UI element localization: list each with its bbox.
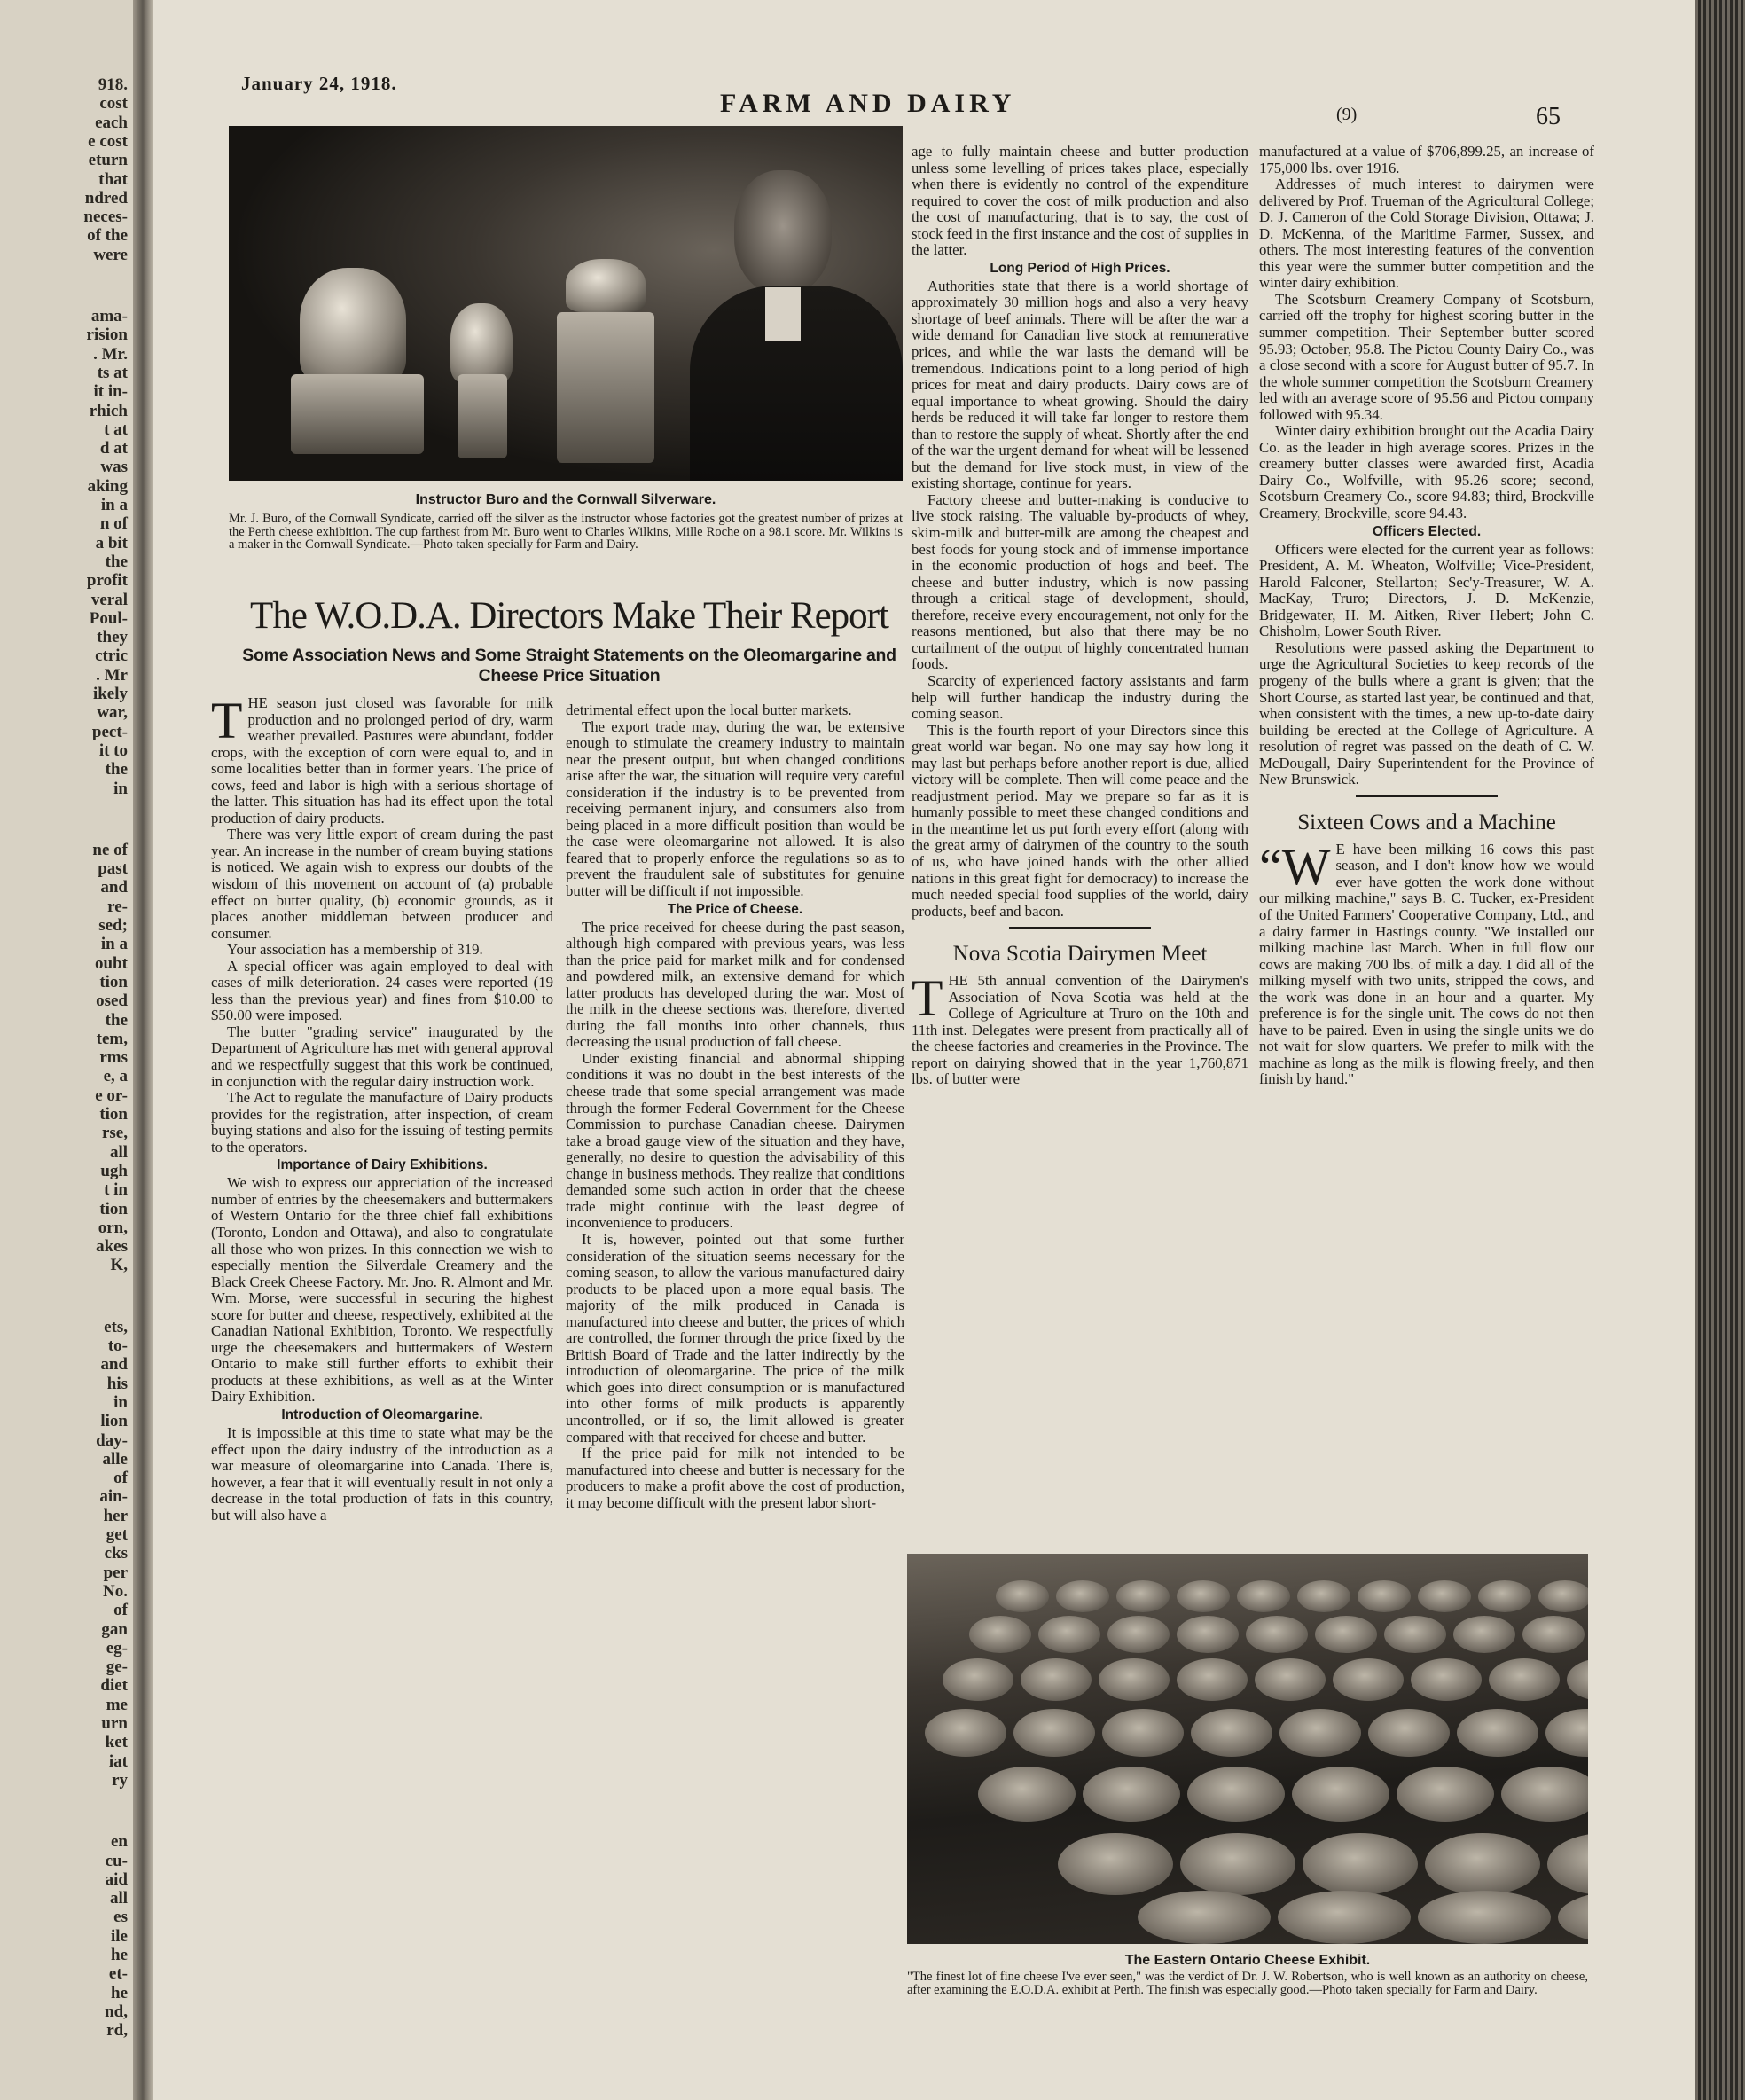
paragraph: HE season just closed was favorable for milk production and no prolonged period of dry, warm weather prevailed. Pastures were abundant, fodder crops, with the exception of corn were equal to, and in some localities better than in former years. The price of cows, feed and labor is high with a serious shortage of the latter. This situation has had its effect upon the total production of dairy products. xyxy=(211,694,553,827)
cheese-wheel xyxy=(1478,1580,1531,1612)
article-column-4 xyxy=(1259,144,1594,1088)
trophy-base-medium xyxy=(557,312,654,463)
adjacent-page-fragment: ain- xyxy=(99,1487,128,1507)
cheese-wheel xyxy=(1303,1833,1418,1895)
subheading: Importance of Dairy Exhibitions. xyxy=(277,1157,488,1173)
dropcap: T xyxy=(211,692,243,749)
adjacent-page-fragment: iat xyxy=(108,1751,128,1771)
issue-date: January 24, 1918. xyxy=(241,73,397,94)
paragraph: Factory cheese and butter-making is conducive to live stock raising. The valuable by-products of whey, skim-milk and butter-milk are among the cheapest and best foods for young stock and of immense importance in the economic production of hogs and beef. The cheese and butter industry, which is now passing through a critical stage of development, should, therefore, receive every encouragement, not only for the reasons mentioned, but also that there may be no curtailment of the output of highly concentrated human foods. xyxy=(912,490,1248,673)
adjacent-page-fragment: tion xyxy=(99,1199,128,1218)
cheese-wheel xyxy=(1545,1709,1588,1757)
cheese-wheel xyxy=(1102,1709,1184,1757)
paragraph: detrimental effect upon the local butter markets. xyxy=(566,701,852,718)
cheese-wheel xyxy=(1489,1658,1560,1701)
cheese-wheel xyxy=(1083,1767,1180,1822)
cheese-wheel xyxy=(1180,1833,1295,1895)
photo1-caption-title: Instructor Buro and the Cornwall Silverware. xyxy=(415,492,716,507)
adjacent-page-fragment: gan xyxy=(101,1619,128,1639)
adjacent-page-fragment: ets, xyxy=(104,1317,128,1336)
adjacent-page-fragment: n of xyxy=(99,514,128,534)
cheese-wheel xyxy=(1358,1580,1411,1612)
adjacent-page-fragment: rd, xyxy=(106,2021,128,2041)
adjacent-page-fragment: . Mr xyxy=(96,665,128,685)
adjacent-page-fragment: diet xyxy=(100,1676,128,1696)
adjacent-page-fragment: past xyxy=(98,859,128,879)
adjacent-page-fragment: eturn xyxy=(88,151,128,170)
adjacent-page-fragment: he xyxy=(111,1946,128,1964)
adjacent-page-fragment: in a xyxy=(100,496,128,514)
dropcap: T xyxy=(912,969,943,1028)
cheese-wheel xyxy=(1107,1616,1170,1653)
trophy-cup-medium xyxy=(566,259,646,312)
cheese-wheel xyxy=(969,1616,1031,1653)
paragraph: There was very little export of cream during the past year. An increase in the number of cream buying stations is noticed. We again wish to express our doubts of the wisdom of this movement on account of (a) probable effect on butter quality, (b) economic grounds, as it places another middleman between producer and consumer. xyxy=(211,826,553,942)
adjacent-page-fragment: rse, xyxy=(101,1124,128,1143)
adjacent-page-fragment: akes xyxy=(96,1237,128,1257)
paragraph: Addresses of much interest to dairymen were delivered by Prof. Trueman of the Agricultural College; D. J. Cameron of the Cold Storage Division, Ottawa; J. D. McKenna, of the Maritime Farmer, Sussex, and others. The most interesting features of the convention this year were the summer butter competition and the winter dairy exhibition. xyxy=(1259,176,1594,292)
instructor-collar xyxy=(765,287,801,341)
adjacent-page-fragment: 918. xyxy=(98,75,128,94)
adjacent-page-fragment: of xyxy=(113,1601,128,1620)
adjacent-page-fragment: and xyxy=(100,878,128,897)
adjacent-page-fragment: aid xyxy=(105,1869,128,1889)
adjacent-page-fragment: all xyxy=(109,1889,128,1908)
paragraph: Scarcity of experienced factory assistants and farm help will further handicap the industry during the coming season. xyxy=(912,671,1248,723)
adjacent-page-fragment: were xyxy=(93,245,128,264)
adjacent-page-fragment: en xyxy=(111,1832,128,1852)
page-mark: (9) xyxy=(1336,105,1358,124)
adjacent-page-fragment: that xyxy=(98,169,128,189)
cheese-wheel xyxy=(1246,1616,1308,1653)
adjacent-page-fragment: war, xyxy=(97,703,128,723)
adjacent-page-fragment: was xyxy=(100,458,128,477)
adjacent-page-fragment: get xyxy=(106,1525,128,1544)
cheese-wheel xyxy=(978,1767,1076,1822)
cheese-wheel xyxy=(1522,1616,1585,1653)
article-column-2 xyxy=(566,702,904,1511)
cheese-wheel xyxy=(1297,1580,1350,1612)
cheese-wheel xyxy=(1099,1658,1170,1701)
adjacent-page-fragment: he xyxy=(111,1983,128,2002)
adjacent-page-fragment: cks xyxy=(104,1544,128,1563)
paragraph: This is the fourth report of your Directors since this great world war began. No one may say how long it may last but perhaps before another report is due, allied victory will be complete. Then will come peace and the readjustment period. May we prepare so far as it is humanly possible to meet these changed conditions and in the meantime let us put forth every effort (along with the great army of dairymen of the country to the south of us, who have joined hands with the other allied nations in this great fight for democracy) to increase the much needed special food supplies of the world, dairy products, beef and bacon. xyxy=(912,721,1248,920)
adjacent-page-fragment: ile xyxy=(111,1926,128,1946)
subheading: Long Period of High Prices. xyxy=(990,260,1170,276)
cheese-wheel xyxy=(1191,1709,1272,1757)
adjacent-page-fragment: the xyxy=(105,1010,128,1030)
adjacent-page-fragment: K, xyxy=(110,1256,128,1275)
cheese-wheel xyxy=(1116,1580,1170,1612)
cheese-wheel xyxy=(1418,1580,1471,1612)
cheese-wheel xyxy=(996,1580,1049,1612)
cheese-wheel xyxy=(1453,1616,1515,1653)
cheese-wheel xyxy=(1418,1891,1551,1944)
paragraph: It is impossible at this time to state what may be the effect upon the dairy industry of the introduction as a war measure of oleomargarine into Canada. There is, however, a fear that it will eventually result in not only a decrease in the total production of fats in this country, but will also have a xyxy=(211,1423,553,1524)
adjacent-page-fragment: ge- xyxy=(106,1657,128,1677)
cheese-wheel xyxy=(1013,1709,1095,1757)
adjacent-page-fragment: es xyxy=(113,1908,128,1927)
photo1-caption: Mr. J. Buro, of the Cornwall Syndicate, carried off the silver as the instructor whose factories got the greatest number of prizes at the Perth cheese exhibition. The cup farthest from Mr. Buro went to Charles Wilkins, Mille Roche on a 98.1 score. Mr. Wilkins is a maker in the Cornwall Syndicate.—Photo taken specially for Farm and Dairy. xyxy=(229,512,903,552)
adjacent-page-fragment: ne of xyxy=(92,840,128,859)
cheese-wheel xyxy=(1397,1767,1494,1822)
adjacent-page-fragment: profit xyxy=(86,571,128,591)
sixteen-cows-title: Sixteen Cows and a Machine xyxy=(1297,810,1556,835)
paragraph: E have been milking 16 cows this past season, and I don't know how we would ever have gotten the work done without our milking machine," says B. C. Tucker, ex-President of the United Farmers' Cooperative Company, Ltd., and a dairy farmer in Hastings county. "We installed our milking machine last March. When in full flow our cows are making 700 lbs. of milk a day. I did all of the milking myself with two units, stripped the cows, and the work was done in an hour and a quarter. My preference is for the single unit. The cows do not then have to be paired. Even in using the single units we do not wait for slow quarters. We prefer to milk with the machine as long as the milk is flowing freely, and then finish by hand." xyxy=(1259,840,1594,1088)
adjacent-page-fragment: in xyxy=(113,1392,128,1412)
adjacent-page-fragment: e or- xyxy=(95,1085,128,1105)
cheese-wheel xyxy=(1279,1709,1361,1757)
adjacent-page-fragment: to- xyxy=(107,1336,128,1355)
cheese-wheel xyxy=(1056,1580,1109,1612)
adjacent-page-fragment: rhich xyxy=(89,401,128,420)
cheese-wheel xyxy=(1384,1616,1446,1653)
cheese-wheel xyxy=(943,1658,1013,1701)
adjacent-page-fragment: ctric xyxy=(95,646,128,666)
adjacent-page-fragment: ndred xyxy=(84,188,128,208)
cheese-wheel xyxy=(1333,1658,1404,1701)
adjacent-page-fragment: of the xyxy=(87,226,128,246)
adjacent-page-fragment: and xyxy=(100,1355,128,1375)
adjacent-page-fragment: osed xyxy=(96,991,128,1011)
adjacent-page-fragment: cu- xyxy=(105,1851,128,1870)
paragraph: A special officer was again employed to deal with cases of milk deterioration. 24 cases were reported (19 less than the previous year) and fines from $10.00 to $50.00 were imposed. xyxy=(211,957,553,1024)
paragraph: Under existing financial and abnormal shipping conditions it was no doubt in the best interests of the cheese trade that some special arrangement was made through the former Federal Government for the Cheese Commission to purchase Canadian cheese. Dairymen take a broad gauge view of the situation and they have, generally, no desire to question the advisability of this change in business methods. They realize that conditions demanded some such action in order that the cheese trade might continue with the least degree of inconvenience to producers. xyxy=(566,1049,904,1232)
adjacent-page-fragment: tem, xyxy=(96,1029,128,1048)
adjacent-page-fragment: t in xyxy=(104,1180,128,1200)
adjacent-page-fragment: veral xyxy=(90,590,128,609)
adjacent-page-fragment: rision xyxy=(86,325,128,345)
paragraph: The export trade may, during the war, be extensive enough to stimulate the creamery industry to maintain near the present output, but when changed conditions arise after the war, the situation will require very careful consideration if the industry is to be prevented from receiving permanent injury, and consumers also from being placed in a more difficult position than would be the case were oleomargarine not allowed. It is also feared that to properly enforce the regulations so as to prevent the fraudulent sale of substitutes for genuine butter will be difficult if not impossible. xyxy=(566,717,904,900)
adjacent-page-fragment: ama- xyxy=(90,307,128,325)
paragraph: Resolutions were passed asking the Department to urge the Agricultural Societies to keep records of the progeny of the bulls where a grant is given; that the Short Course, as started last year, be continued and that, when consistent with the times, a new up-to-date dairy building be erected at the College of Agriculture. A resolution of regret was passed on the death of C. W. McDougall, Dairy Superintendent for the Province of New Brunswick. xyxy=(1259,639,1594,788)
nova-scotia-title: Nova Scotia Dairymen Meet xyxy=(952,942,1208,967)
adjacent-page-fragment: a bit xyxy=(95,533,128,552)
book-gutter xyxy=(133,0,153,2100)
paragraph: It is, however, pointed out that some further consideration of the situation seems necessary for the coming season, to allow the various manufactured dairy products to be placed upon a more equal basis. The majority of the milk produced in Canada is manufactured into cheese and butter, the prices of which are controlled, the former through the price fixed by the British Board of Trade and the latter indirectly by the introduction of oleomargarine. The price of the milk which goes into direct consumption or is manufactured into other forms of milk products is apparently uncontrolled, or if so, the limit allowed is greater compared with that received for cheese and butter. xyxy=(566,1230,904,1446)
adjacent-page xyxy=(0,0,133,2100)
cheese-wheel xyxy=(1177,1616,1239,1653)
cheese-wheel xyxy=(1177,1658,1248,1701)
cheese-wheel xyxy=(1187,1767,1285,1822)
adjacent-page-fragment: Poul- xyxy=(89,608,128,628)
adjacent-page-fragment: in a xyxy=(100,935,128,954)
cheese-wheel xyxy=(1255,1658,1326,1701)
cheese-wheel xyxy=(1567,1658,1588,1701)
paragraph: We wish to express our appreciation of the increased number of entries by the cheesemakers and buttermakers of Western Ontario for the three chief fall exhibitions (Toronto, London and Ottawa), and also to congratulate all those who won prizes. In this connection we wish to especially mention the Silverdale Creamery and the Black Creek Cheese Factory. Mr. Jno. R. Almont and Mr. Wm. Morse, were successful in securing the highest score for butter and cheese, respectively, exhibited at the Canadian National Exhibition, Toronto. We respectfully urge the cheesemakers and buttermakers of Western Ontario to make still further efforts to exhibit their products at these exhibitions, as well as at the Winter Dairy Exhibition. xyxy=(211,1174,553,1406)
paragraph: Authorities state that there is a world shortage of approximately 30 million hogs and also a very heavy shortage of beef animals. There will be after the war a wide demand for Canadian live stock at remunerative prices, and while the war lasts the demand will be tremendous. Indications point to a long period of high prices for meat and dairy products. Dairy cows are of equal importance to wheat growing. Should the dairy herds be reduced it will take far longer to restore them than to restore the supply of wheat. Shortly after the end of the war the urgent demand for wheat will be lessened but the demand for live stock must, in view of the existing shortage, continue for years. xyxy=(912,277,1248,492)
adjacent-page-fragment: rms xyxy=(99,1048,128,1068)
cheese-wheel xyxy=(1058,1833,1173,1895)
publication-title: FARM AND DAIRY xyxy=(720,89,1016,118)
adjacent-page-fragment: of xyxy=(113,1469,128,1488)
article-column-1 xyxy=(211,692,553,1524)
subheading: The Price of Cheese. xyxy=(667,901,803,917)
adjacent-page-fragment: eg- xyxy=(106,1638,128,1657)
cheese-exhibit-photo xyxy=(907,1554,1588,1944)
adjacent-page-fragment: e cost xyxy=(88,131,128,151)
paragraph: The price received for cheese during the past season, although high compared with previous years, was less than the price paid for market milk and for condensed and powdered milk, an extensive demand for which latter products has developed during the war. Most of the milk in the cheese sections was, therefore, diverted during the fall months into other channels, thus decreasing the usual production of fall cheese. xyxy=(566,918,904,1051)
adjacent-page-fragment: oubt xyxy=(95,953,128,973)
paragraph: If the price paid for milk not intended to be manufactured into cheese and butter is necessary for the producers to make a profit above the cost of production, it may become difficult with the present labor short- xyxy=(566,1445,904,1511)
cheese-wheel xyxy=(1501,1767,1588,1822)
instructor-buro-photo xyxy=(229,126,903,481)
adjacent-page-fragment: the xyxy=(105,552,128,571)
subheading: Introduction of Oleomargarine. xyxy=(281,1407,483,1422)
trophy-base-small xyxy=(458,374,507,458)
cheese-wheel xyxy=(1457,1709,1538,1757)
cheese-wheel xyxy=(1315,1616,1377,1653)
adjacent-page-fragment: cost xyxy=(99,94,128,114)
cheese-wheel xyxy=(1411,1658,1482,1701)
paragraph: The Act to regulate the manufacture of Dairy products provides for the registration, after inspection, of cream buying stations and also for the issuing of testing permits to the operators. xyxy=(211,1089,553,1156)
adjacent-page-fragment: it in- xyxy=(93,382,128,402)
adjacent-page-fragment: they xyxy=(97,628,128,647)
cheese-wheel xyxy=(1292,1767,1389,1822)
adjacent-page-fragment: aking xyxy=(87,476,128,496)
adjacent-page-fragment: the xyxy=(105,760,128,780)
cheese-wheel xyxy=(1021,1658,1092,1701)
trophy-base-large xyxy=(291,374,424,454)
instructor-portrait xyxy=(734,170,832,294)
adjacent-page-fragment: in xyxy=(113,779,128,798)
cheese-wheel xyxy=(1278,1891,1411,1944)
adjacent-page-fragment: ugh xyxy=(100,1161,128,1180)
adjacent-page-fragment: d at xyxy=(99,439,128,458)
book-page-edges xyxy=(1695,0,1745,2100)
cheese-wheel xyxy=(1177,1580,1230,1612)
section-divider xyxy=(1356,795,1498,797)
adjacent-page-fragment: neces- xyxy=(83,208,128,227)
paragraph: HE 5th annual convention of the Dairymen's Association of Nova Scotia was held at the College of Agriculture at Truro on the 10th and 11th inst. Delegates were present from practically all of the cheese factories and creameries in the Province. The report on dairying showed that in the year 1,760,871 lbs. of butter were xyxy=(912,972,1248,1088)
paragraph: Your association has a membership of 319. xyxy=(227,941,483,959)
photo2-caption: "The finest lot of fine cheese I've ever seen," was the verdict of Dr. J. W. Robertson, who is well known as an authority on cheese, after examining the E.O.D.A. exhibit at Perth. The finish was especially good.—Photo taken specially for Farm and Dairy. xyxy=(907,1970,1588,1997)
paragraph: The Scotsburn Creamery Company of Scotsburn, carried off the trophy for highest scoring butter in the summer competition. Their September butter scored 95.93; October, 95.8. The Pictou County Dairy Co., was a close second with a score for August butter of 95.7. In the whole summer competition the Scotsburn Creamery led with an average score of 95.56 and Pictou company followed with 95.34. xyxy=(1259,290,1594,423)
adjacent-page-fragment: nd, xyxy=(105,2002,128,2021)
adjacent-page-fragment: it to xyxy=(98,740,128,760)
paragraph: Winter dairy exhibition brought out the Acadia Dairy Co. as the leader in high average scores. Prizes in the creamery butter classes were awarded first, Acadia Dairy Co., Wolfville, with 95.26 score; second, Scotsburn Creamery Co., score 94.83; third, Brockville Creamery, Brockville, score 94.43. xyxy=(1259,422,1594,522)
trophy-cup-large xyxy=(300,268,406,383)
paragraph: The butter "grading service" inaugurated by the Department of Agriculture has met with general approval and we respectfully suggest that this work be continued, in conjunction with the regular dairy instruction work. xyxy=(211,1023,553,1090)
cheese-wheel xyxy=(1038,1616,1100,1653)
adjacent-page-fragment: re- xyxy=(107,897,128,916)
trophy-cup-small xyxy=(450,303,513,383)
paragraph: age to fully maintain cheese and butter production unless some levelling of prices takes place, especially when there is evidently no control of the expenditure required to cover the cost of milk production and also the cost of manufacturing, that is to say, the cost of stock feed in the first instance and the cost of supplies in the latter. xyxy=(912,143,1248,259)
adjacent-page-fragment: ry xyxy=(112,1770,128,1790)
cheese-wheel xyxy=(1138,1891,1271,1944)
photo2-caption-title: The Eastern Ontario Cheese Exhibit. xyxy=(1124,1953,1371,1968)
adjacent-page-fragment: et- xyxy=(108,1964,128,1984)
adjacent-page-fragment: pect- xyxy=(91,722,128,741)
cheese-wheel xyxy=(1425,1833,1540,1895)
adjacent-page-fragment: t at xyxy=(104,419,128,439)
adjacent-page-fragment: tion xyxy=(99,1105,128,1124)
adjacent-page-fragment: her xyxy=(103,1506,128,1525)
adjacent-page-fragment: day- xyxy=(96,1430,128,1450)
adjacent-page-fragment: tion xyxy=(99,972,128,991)
paragraph: manufactured at a value of $706,899.25, an increase of 175,000 lbs. over 1916. xyxy=(1259,143,1594,176)
adjacent-page-fragment: each xyxy=(95,113,128,132)
cheese-wheel xyxy=(1368,1709,1450,1757)
adjacent-page-fragment: No. xyxy=(103,1581,128,1601)
dropcap: “W xyxy=(1259,837,1331,896)
section-divider xyxy=(1009,927,1151,929)
adjacent-page-fragment: his xyxy=(106,1374,128,1393)
cheese-wheel xyxy=(925,1709,1006,1757)
page-number: 65 xyxy=(1536,103,1561,130)
adjacent-page-fragment: me xyxy=(106,1695,128,1714)
paragraph: Officers were elected for the current year as follows: President, A. M. Wheaton, Wolfville; Vice-President, Harold Falconer, Stellarton; Sec'y-Treasurer, W. A. MacKay, Truro; Directors, J. D. McKenzie, Bridgewater, H. M. Aitken, River Hebert; John C. Chisholm, Lower South River. xyxy=(1259,540,1594,640)
cheese-wheel xyxy=(1547,1833,1588,1895)
adjacent-page-fragment: e, a xyxy=(103,1067,128,1086)
adjacent-page-fragment: urn xyxy=(101,1714,128,1733)
adjacent-page-fragment: alle xyxy=(102,1449,128,1469)
adjacent-page-fragment: . Mr. xyxy=(93,344,128,364)
cheese-wheel xyxy=(1558,1891,1588,1944)
adjacent-page-fragment: ikely xyxy=(92,685,128,703)
adjacent-page-fragment: sed; xyxy=(98,916,128,935)
article-deck: Some Association News and Some Straight Statements on the Oleomargarine and Cheese Price Situation xyxy=(242,646,896,686)
cheese-wheel xyxy=(1538,1580,1588,1612)
article-headline: The W.O.D.A. Directors Make Their Report xyxy=(250,595,888,637)
adjacent-page-fragment: all xyxy=(109,1142,128,1162)
adjacent-page-fragment: orn, xyxy=(98,1218,128,1237)
adjacent-page-fragment: lion xyxy=(100,1412,128,1431)
adjacent-page-fragment: ts at xyxy=(97,363,128,382)
cheese-wheel xyxy=(1237,1580,1290,1612)
article-column-3 xyxy=(912,144,1248,1088)
adjacent-page-fragment: per xyxy=(103,1563,128,1582)
adjacent-page-fragment: ket xyxy=(105,1733,128,1752)
subheading: Officers Elected. xyxy=(1372,523,1482,539)
newspaper-page xyxy=(153,0,1695,2100)
